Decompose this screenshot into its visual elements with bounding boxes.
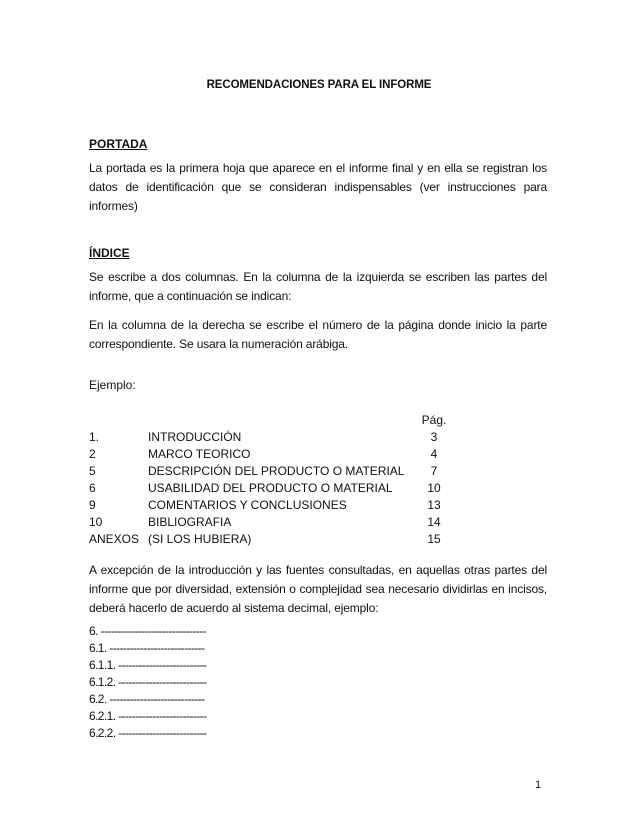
example-label: Ejemplo: [89, 378, 136, 392]
indice-paragraph-1 [89, 268, 547, 306]
index-row-number: 6 [89, 481, 96, 495]
decimal-item: 6.2.1. -------------------------- [89, 709, 207, 723]
index-row-name: BIBLIOGRAFIA [148, 515, 232, 529]
indice-p1-line-2: informe, que a continuación se indican: [89, 289, 292, 303]
indice-p3-line-3: deberá hacerlo de acuerdo al sistema decimal, ejemplo: [89, 601, 379, 615]
index-row-number: 9 [89, 498, 96, 512]
index-row [89, 481, 459, 498]
indice-paragraph-3 [89, 561, 547, 618]
indice-paragraph-2 [89, 316, 547, 354]
index-row-number: 1. [89, 430, 100, 444]
index-row-name: USABILIDAD DEL PRODUCTO O MATERIAL [148, 481, 393, 495]
index-row-number: 10 [89, 515, 103, 529]
decimal-item: 6. ------------------------------- [89, 624, 206, 638]
portada-line-2: datos de identificación que se consideran indispensables (ver instrucciones para informes) [89, 180, 547, 213]
index-row [89, 464, 459, 481]
decimal-item: 6.1.2. -------------------------- [89, 675, 207, 689]
portada-paragraph [89, 159, 547, 216]
index-row-name: INTRODUCCIÓN [148, 430, 242, 444]
indice-p3-line-2: informe que por diversidad, extensión o complejidad sea necesario dividirlas en incisos, [89, 582, 547, 596]
index-row-number: 5 [89, 464, 96, 478]
index-row-page: 13 [427, 498, 441, 512]
index-row-page: 3 [430, 430, 438, 444]
index-row [89, 498, 459, 515]
index-row [89, 532, 459, 549]
index-row-number: ANEXOS [89, 532, 140, 546]
decimal-item: 6.2. ---------------------------- [89, 692, 205, 706]
portada-heading: PORTADA [89, 137, 148, 151]
page-number: 1 [535, 779, 542, 791]
indice-p3-line-1: A excepción de la introducción y las fuentes consultadas, en aquellas otras partes del [89, 563, 547, 577]
indice-p2-line-1: En la columna de la derecha se escribe el número de la página donde inicio la parte [89, 318, 547, 332]
indice-p1-line-1: Se escribe a dos columnas. En la columna de la izquierda se escriben las partes del [89, 270, 547, 284]
index-row-page: 4 [430, 447, 438, 461]
index-row-name: DESCRIPCIÓN DEL PRODUCTO O MATERIAL [148, 464, 405, 478]
index-row-page: 10 [427, 481, 441, 495]
index-row-page: 14 [427, 515, 441, 529]
index-row-page: 7 [430, 464, 438, 478]
page-column-header: Pág. [421, 413, 447, 427]
decimal-item: 6.2.2. -------------------------- [89, 726, 207, 740]
index-row-name: (SI LOS HUBIERA) [148, 532, 252, 546]
index-row [89, 515, 459, 532]
index-row-name: MARCO TEORICO [148, 447, 251, 461]
index-row-page: 15 [427, 532, 441, 546]
indice-p2-line-2: correspondiente. Se usara la numeración arábiga. [89, 337, 348, 351]
index-row-name: COMENTARIOS Y CONCLUSIONES [148, 498, 347, 512]
decimal-item: 6.1. ---------------------------- [89, 641, 205, 655]
index-row [89, 430, 459, 447]
portada-line-1: La portada es la primera hoja que aparece en el informe final y en ella se registran los [89, 161, 547, 175]
index-row [89, 447, 459, 464]
index-row-number: 2 [89, 447, 96, 461]
indice-heading: ÍNDICE [89, 246, 130, 260]
document-title: RECOMENDACIONES PARA EL INFORME [206, 79, 432, 91]
decimal-item: 6.1.1. -------------------------- [89, 658, 207, 672]
